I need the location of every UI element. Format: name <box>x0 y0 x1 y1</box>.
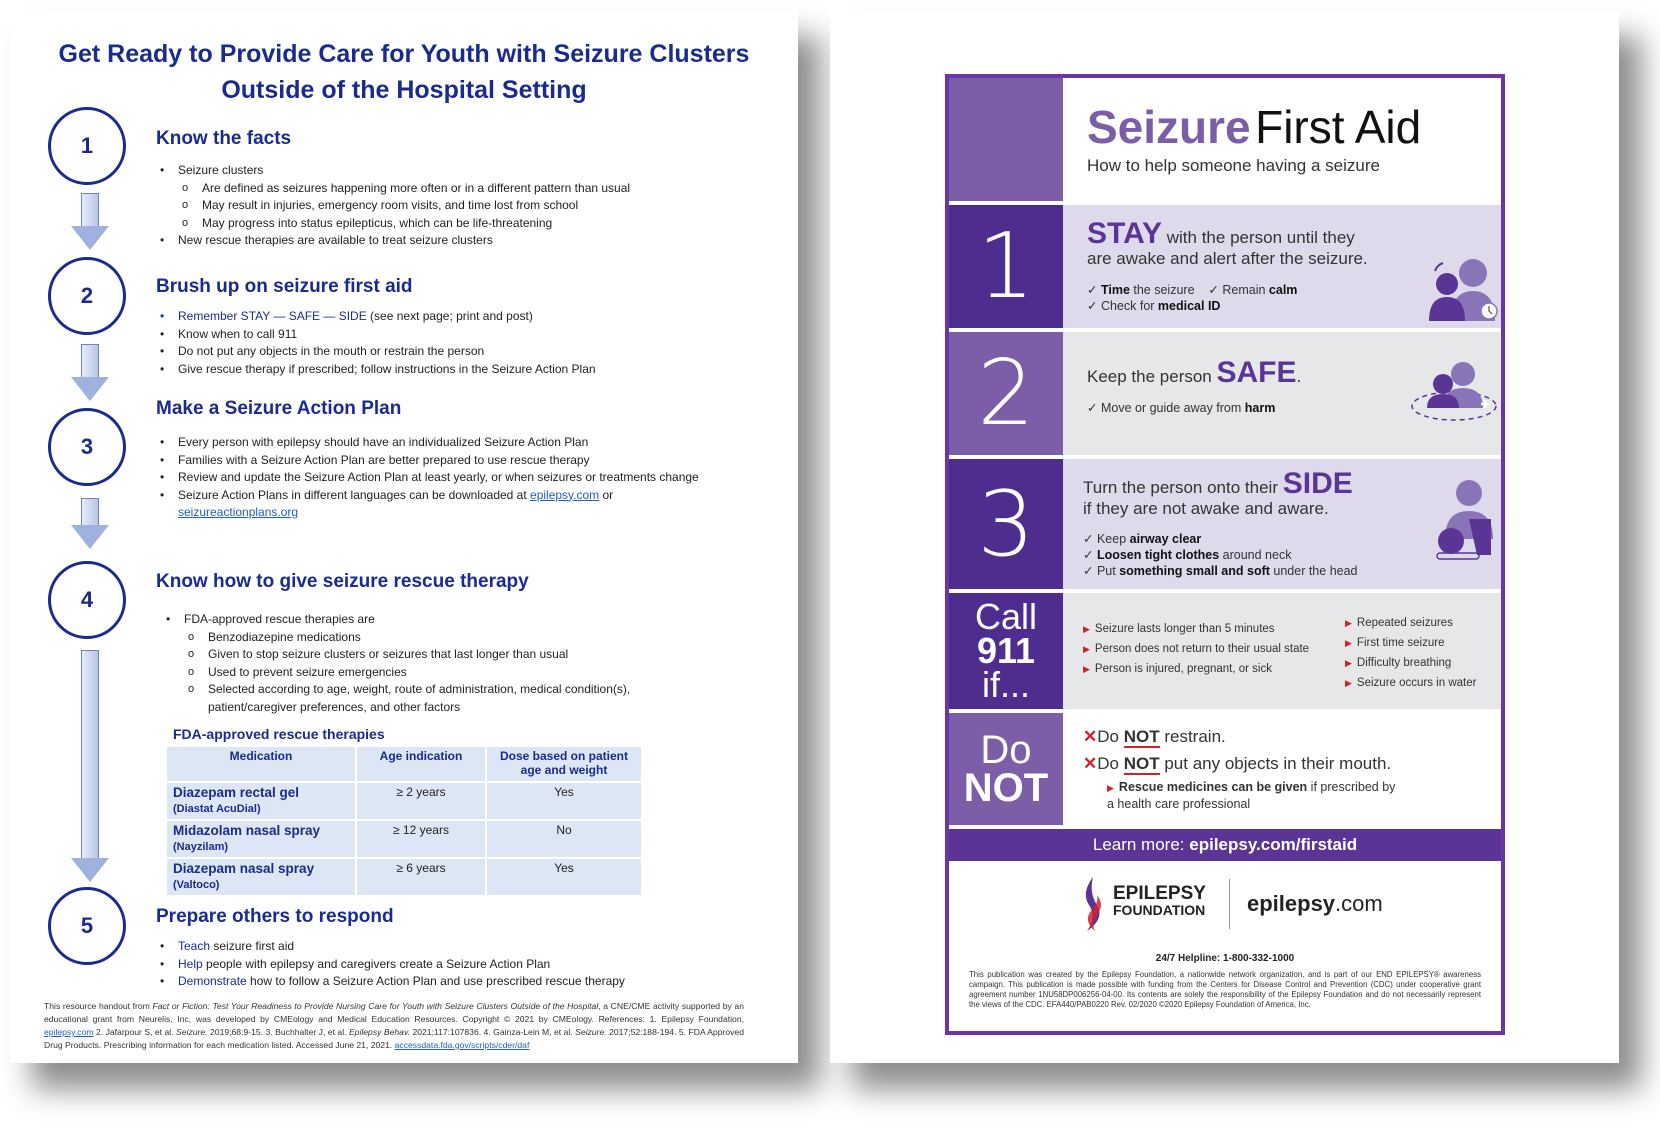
do-not-body <box>1063 713 1501 825</box>
list-item: o May progress into status epilepticus, which can be life-threatening <box>160 215 780 233</box>
step-body <box>1063 459 1501 589</box>
footnote-italic: Fact or Fiction: Test Your Readiness to Provide Nursing Care for Youth with Seizure Clusters Outside of the Hospital <box>152 1001 599 1011</box>
note-text: a health care professional <box>1107 797 1251 811</box>
check-text: Keep <box>1096 532 1130 546</box>
call-911-list-1 <box>1083 619 1309 679</box>
item-text: put any objects in their mouth. <box>1159 754 1392 773</box>
list-item: • Review and update the Seizure Action Plan at least yearly, or when seizures or treatments change <box>160 469 780 487</box>
list-item: o Are defined as seizures happening more often or in a different pattern than usual <box>160 180 780 198</box>
step-4-list <box>166 611 786 716</box>
age-cell: ≥ 6 years <box>356 858 486 896</box>
check-text: Put <box>1096 564 1120 578</box>
footnote-text: 2019;68:9-15. 3. Buchhalter J, et al. <box>207 1027 349 1037</box>
step-text-line: Turn the person onto their <box>1083 478 1283 497</box>
step-5-list <box>160 938 780 991</box>
references-footnote <box>44 1000 744 1052</box>
site-bold: epilepsy <box>1247 891 1336 916</box>
footnote-text: 2017;52:188-194. 5. FDA Approved Drug Products. Prescribing information for each medication listed. Accessed June 21, 2021. <box>44 1027 744 1050</box>
footnote-text: 2021;117:107836. 4. Gainza-Lein M, et al. <box>410 1027 576 1037</box>
list-item: o Benzodiazepine medications <box>166 629 786 647</box>
seizureactionplans-link[interactable]: seizureactionplans.org <box>178 505 299 519</box>
step-text <box>1083 467 1423 519</box>
check-bold: Time <box>1100 283 1130 297</box>
dose-cell: Yes <box>486 782 642 820</box>
list-item: • New rescue therapies are available to treat seizure clusters <box>160 232 780 250</box>
header-body <box>1063 78 1501 201</box>
note-bold: Rescue medicines can be given <box>1118 780 1308 794</box>
disclaimer: This publication was created by the Epilepsy Foundation, a nationwide network organization, and is part of our END EPILEPSY® awareness campaign. This publication is made possible with funding from the Centers for Disease Control and Prevention (CDC) under cooperative grant agreement number 1NU58DP006256-04-00. Its contents are solely the responsibility of the Epilepsy Foundation and do not necessarily represent the views of the CDC. EFA440/PAB0220 Rev. 02/2020 ©2020 Epilepsy Foundation of America, Inc. <box>969 970 1481 1009</box>
if-label: if... <box>981 664 1030 705</box>
item-text: Do <box>1097 727 1124 746</box>
red-x-icon: ✕ <box>1083 727 1098 746</box>
item-text: people with epilepsy and caregivers create a Seizure Action Plan <box>202 956 551 971</box>
medication-cell <box>166 820 356 858</box>
item-text: First time seizure <box>1356 637 1445 649</box>
step-checklist: ✓ Time the seizure ✓ Remain calm ✓ Check for medical ID <box>1087 283 1298 313</box>
item-text: Person does not return to their usual state <box>1094 643 1310 655</box>
list-item <box>160 973 780 991</box>
medication-name: Diazepam rectal gel <box>173 785 300 800</box>
rescue-therapies-table <box>165 745 643 897</box>
check-bold: harm <box>1244 401 1276 415</box>
call-911-list-2 <box>1345 613 1476 693</box>
people-safe-zone-icon <box>1409 360 1499 424</box>
brand-name: (Valtoco) <box>173 879 220 891</box>
red-triangle-icon: ▶ <box>1083 664 1090 674</box>
step-text-line: with the person until they <box>1162 228 1355 247</box>
check-bold: airway clear <box>1129 532 1202 546</box>
list-item <box>160 956 780 974</box>
footnote-italic: Seizure. <box>575 1027 607 1037</box>
item-text: Repeated seizures <box>1356 617 1453 629</box>
step-number: 3 <box>80 434 94 459</box>
table-row <box>166 782 642 820</box>
list-item: o May result in injuries, emergency room visits, and time lost from school <box>160 197 780 215</box>
check-bold: Loosen tight clothes <box>1096 548 1220 562</box>
handout-title <box>10 36 798 108</box>
title-first-aid: First Aid <box>1255 101 1422 153</box>
step-number: 5 <box>80 913 94 938</box>
item-text: how to follow a Seizure Action Plan and use prescribed rescue therapy <box>246 974 625 988</box>
check-bold: calm <box>1268 283 1298 297</box>
list-item <box>160 487 780 505</box>
person-on-side-icon <box>1433 479 1497 563</box>
list-item: o Used to prevent seizure emergencies <box>166 664 786 682</box>
column-header: Medication <box>166 746 356 782</box>
column-header: Dose based on patient age and weight <box>486 746 642 782</box>
step-text-line: Keep the person <box>1087 367 1217 386</box>
step-2-circle <box>48 257 126 335</box>
list-item: • Families with a Seizure Action Plan are better prepared to use rescue therapy <box>160 452 780 470</box>
dose-cell: Yes <box>486 858 642 896</box>
poster-step-side <box>949 459 1501 589</box>
911-label: 911 <box>976 630 1036 671</box>
seizure-first-aid-poster <box>945 74 1505 1035</box>
step-number: 4 <box>80 587 94 612</box>
keyword-stay: STAY <box>1087 217 1163 250</box>
check-text: around neck <box>1219 548 1292 562</box>
red-x-icon: ✕ <box>1083 754 1098 773</box>
call-911-body <box>1063 593 1501 709</box>
red-triangle-icon: ▶ <box>1345 638 1352 648</box>
section-heading: Brush up on seizure first aid <box>156 276 413 297</box>
red-triangle-icon: ▶ <box>1083 644 1090 654</box>
header-color-block <box>949 78 1063 201</box>
red-triangle-icon: ▶ <box>1107 783 1114 793</box>
medication-name: Diazepam nasal spray <box>173 861 315 876</box>
step-4-circle <box>48 561 126 639</box>
emphasis-text: Demonstrate <box>178 974 247 988</box>
step-text-line: if they are not awake and aware. <box>1083 499 1329 518</box>
do-label: Do <box>980 728 1032 772</box>
call-911-block <box>949 593 1063 709</box>
item-bold: NOT <box>1123 754 1160 773</box>
keyword-safe: SAFE <box>1216 356 1297 389</box>
dose-cell: No <box>486 820 642 858</box>
rescue-note <box>1107 779 1395 812</box>
emphasis-text: Teach <box>178 939 211 953</box>
step-5-circle <box>48 887 126 965</box>
emphasis-text: Help <box>178 956 203 971</box>
red-triangle-icon: ▶ <box>1345 658 1352 668</box>
step-1-list <box>160 162 780 250</box>
step-1-circle <box>48 107 126 185</box>
step-number-block <box>949 332 1063 455</box>
red-triangle-icon: ▶ <box>1083 624 1090 634</box>
do-not-block <box>949 713 1063 825</box>
list-item <box>1345 653 1476 673</box>
two-people-clock-icon <box>1425 257 1501 321</box>
brand-name: (Nayzilam) <box>173 841 229 853</box>
step-number: 2 <box>80 283 94 308</box>
section-heading: Know the facts <box>156 128 292 149</box>
list-item <box>1083 639 1309 659</box>
check-bold: medical ID <box>1157 299 1221 313</box>
item-text: Seizure lasts longer than 5 minutes <box>1094 623 1275 635</box>
medication-name: Midazolam nasal spray <box>173 823 321 838</box>
logo-line: FOUNDATION <box>1113 902 1206 918</box>
left-handout-page <box>10 10 798 1063</box>
check-text: Check for <box>1100 299 1158 313</box>
flame-logo-icon <box>1079 875 1107 933</box>
footnote-text: 2. Jafarpour S, et al. <box>93 1027 177 1037</box>
medication-cell <box>166 858 356 896</box>
epilepsy-foundation-logo <box>1079 875 1383 935</box>
poster-step-stay <box>949 205 1501 328</box>
item-text: Do <box>1097 754 1124 773</box>
step-3-list <box>160 434 780 522</box>
check-text: Move or guide away from <box>1100 401 1245 415</box>
list-item <box>1083 723 1391 750</box>
age-cell: ≥ 12 years <box>356 820 486 858</box>
epilepsy-com-link[interactable]: epilepsy.com <box>44 1027 94 1037</box>
step-number: 1 <box>80 133 94 158</box>
step-3-circle <box>48 408 126 486</box>
check-text: Remain <box>1222 283 1269 297</box>
poster-title <box>1087 100 1421 154</box>
item-text: or <box>599 487 614 502</box>
list-item: • Seizure clusters <box>160 162 780 180</box>
list-item: • FDA-approved rescue therapies are <box>166 611 786 629</box>
item-text: seizure first aid <box>210 939 295 953</box>
step-2-list <box>160 308 780 378</box>
list-item-continuation: patient/caregiver preferences, and other factors <box>208 699 461 714</box>
step-text-line: . <box>1296 367 1302 386</box>
title-line-2: Outside of the Hospital Setting <box>221 76 587 104</box>
step-number: 1 <box>977 214 1035 319</box>
logo-line: EPILEPSY <box>1113 883 1206 904</box>
footnote-italic: Epilepsy Behav. <box>348 1027 410 1037</box>
epilepsy-com-link[interactable]: epilepsy.com <box>530 487 600 502</box>
step-number-block <box>949 205 1063 328</box>
emphasis-text: Remember STAY — SAFE — SIDE <box>178 309 367 323</box>
list-item: • Do not put any objects in the mouth or restrain the person <box>160 343 780 361</box>
check-bold: something small and soft <box>1119 564 1270 578</box>
logo-text <box>1113 885 1206 919</box>
step-checklist: ✓ Move or guide away from harm <box>1087 401 1276 415</box>
step-text-line: are awake and alert after the seizure. <box>1087 249 1368 268</box>
list-item: • Every person with epilepsy should have an individualized Seizure Action Plan <box>160 434 780 452</box>
step-text <box>1087 356 1302 389</box>
site-tld: .com <box>1335 891 1383 916</box>
item-text: Seizure Action Plans in different languages can be downloaded at <box>178 487 531 502</box>
footnote-italic: Seizure. <box>176 1027 208 1037</box>
site-name[interactable] <box>1247 891 1383 917</box>
right-poster-page <box>830 10 1619 1063</box>
medication-cell <box>166 782 356 820</box>
poster-step-safe <box>949 332 1501 455</box>
do-not-list <box>1083 723 1391 777</box>
item-text: Seizure occurs in water <box>1356 677 1477 689</box>
check-text: under the head <box>1269 564 1358 578</box>
learn-more-label: Learn more: <box>1092 835 1185 854</box>
list-item <box>1345 633 1476 653</box>
list-item: o Given to stop seizure clusters or seizures that last longer than usual <box>166 646 786 664</box>
poster-call-911 <box>949 593 1501 709</box>
age-cell: ≥ 2 years <box>356 782 486 820</box>
list-item <box>160 308 780 326</box>
call-label: Call <box>974 596 1037 637</box>
keyword-side: SIDE <box>1282 467 1353 500</box>
table-row <box>166 858 642 896</box>
learn-more-banner[interactable] <box>949 829 1501 861</box>
firstaid-link[interactable]: epilepsy.com/firstaid <box>1189 835 1358 854</box>
fda-link[interactable]: accessdata.fda.gov/scripts/cder/daf <box>394 1040 530 1050</box>
list-item <box>160 938 780 956</box>
list-item <box>1345 613 1476 633</box>
list-item: • Give rescue therapy if prescribed; follow instructions in the Seizure Action Plan <box>160 361 780 379</box>
section-heading: Make a Seizure Action Plan <box>156 398 402 419</box>
list-item <box>1083 619 1309 639</box>
step-body <box>1063 332 1501 455</box>
brand-name: (Diastat AcuDial) <box>173 803 261 815</box>
item-text: Person is injured, pregnant, or sick <box>1094 663 1272 675</box>
divider <box>1229 879 1230 929</box>
list-item: • Know when to call 911 <box>160 326 780 344</box>
step-number-block <box>949 459 1063 589</box>
step-number: 3 <box>977 471 1035 577</box>
table-title: FDA-approved rescue therapies <box>173 726 385 742</box>
list-item <box>1345 673 1476 693</box>
step-number: 2 <box>977 341 1035 446</box>
check-text: the seizure <box>1129 283 1195 297</box>
section-heading: Know how to give seizure rescue therapy <box>156 571 529 592</box>
note-text: if prescribed by <box>1307 780 1396 794</box>
table-header-row <box>166 746 642 782</box>
poster-subtitle: How to help someone having a seizure <box>1087 156 1380 175</box>
step-checklist: ✓ Keep airway clear ✓ Loosen tight clothes around neck ✓ Put something small and soft under the head <box>1083 532 1358 578</box>
table-row <box>166 820 642 858</box>
item-text: (see next page; print and post) <box>366 309 533 323</box>
poster-header <box>949 78 1501 201</box>
list-item <box>1083 750 1391 777</box>
step-body <box>1063 205 1501 328</box>
red-triangle-icon: ▶ <box>1345 678 1352 688</box>
footnote-text: , a CNE/CME activity supported by an educational grant from Neurelis, Inc, was developed by CMEology and Medical Education Resources. Copyright © 2021 by CMEology. References: 1. Epilepsy Foundation, <box>44 1001 744 1024</box>
poster-do-not <box>949 713 1501 825</box>
helpline: 24/7 Helpline: 1-800-332-1000 <box>1155 953 1295 964</box>
list-item: o Selected according to age, weight, route of administration, medical condition(s), <box>166 681 786 699</box>
not-label: NOT <box>963 766 1049 810</box>
list-item <box>1083 659 1309 679</box>
footnote-text: This resource handout from <box>44 1001 153 1011</box>
title-line-1: Get Ready to Provide Care for Youth with Seizure Clusters <box>58 40 750 68</box>
step-text <box>1087 217 1427 269</box>
title-seizure: Seizure <box>1087 101 1251 153</box>
column-header: Age indication <box>356 746 486 782</box>
item-bold: NOT <box>1123 727 1160 746</box>
item-text: restrain. <box>1159 727 1226 746</box>
item-text: Difficulty breathing <box>1356 657 1452 669</box>
red-triangle-icon: ▶ <box>1345 618 1352 628</box>
section-heading: Prepare others to respond <box>156 906 394 927</box>
